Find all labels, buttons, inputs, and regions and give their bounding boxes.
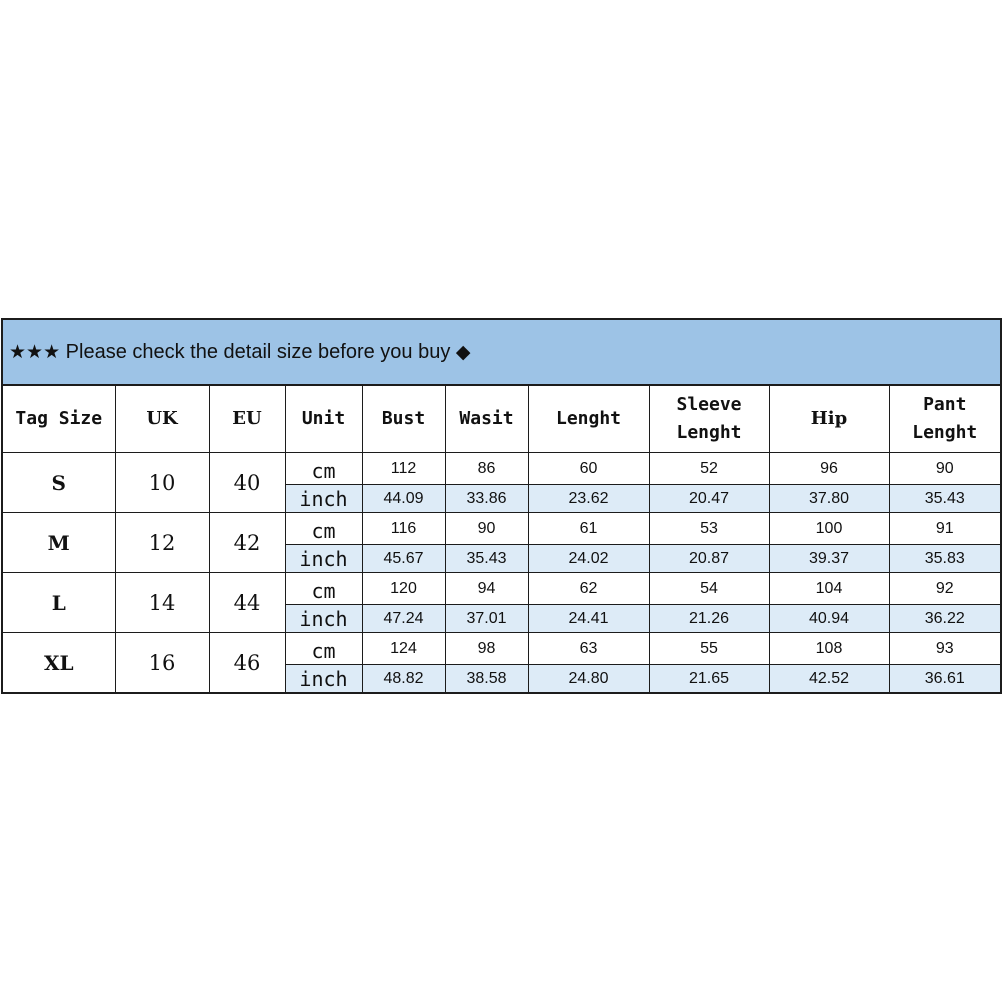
- hip-cm-cell: 104: [769, 573, 889, 605]
- pant-length-inch-cell: 35.83: [889, 545, 1001, 573]
- waist-cm-cell: 86: [445, 453, 528, 485]
- waist-cm-cell: 98: [445, 633, 528, 665]
- bust-cm-cell: 120: [362, 573, 445, 605]
- unit-cm-cell: cm: [285, 513, 362, 545]
- pant-length-cm-cell: 92: [889, 573, 1001, 605]
- waist-cm-cell: 90: [445, 513, 528, 545]
- sleeve-length-cm-cell: 53: [649, 513, 769, 545]
- waist-inch-cell: 33.86: [445, 485, 528, 513]
- length-inch-cell: 23.62: [528, 485, 649, 513]
- tag-size-cell: XL: [2, 633, 115, 694]
- header-pant-line1: Pant: [923, 394, 967, 415]
- waist-cm-cell: 94: [445, 573, 528, 605]
- header-uk: UK: [115, 385, 209, 453]
- header-sleeve-line2: Lenght: [676, 422, 742, 443]
- header-eu: EU: [209, 385, 285, 453]
- bust-inch-cell: 47.24: [362, 605, 445, 633]
- pant-length-cm-cell: 90: [889, 453, 1001, 485]
- sleeve-length-inch-cell: 20.87: [649, 545, 769, 573]
- length-inch-cell: 24.02: [528, 545, 649, 573]
- length-inch-cell: 24.41: [528, 605, 649, 633]
- bust-inch-cell: 44.09: [362, 485, 445, 513]
- header-sleeve-line1: Sleeve: [676, 394, 742, 415]
- sleeve-length-cm-cell: 55: [649, 633, 769, 665]
- pant-length-inch-cell: 36.61: [889, 665, 1001, 694]
- uk-size-cell: 12: [115, 513, 209, 573]
- bust-cm-cell: 112: [362, 453, 445, 485]
- bust-cm-cell: 116: [362, 513, 445, 545]
- bust-cm-cell: 124: [362, 633, 445, 665]
- sleeve-length-cm-cell: 54: [649, 573, 769, 605]
- banner-row: [2, 319, 1001, 385]
- size-row-cm: [2, 513, 1001, 545]
- pant-length-inch-cell: 35.43: [889, 485, 1001, 513]
- hip-inch-cell: 39.37: [769, 545, 889, 573]
- pant-length-inch-cell: 36.22: [889, 605, 1001, 633]
- size-chart-table: [1, 318, 1002, 694]
- sleeve-length-inch-cell: 21.65: [649, 665, 769, 694]
- eu-size-cell: 40: [209, 453, 285, 513]
- eu-size-cell: 46: [209, 633, 285, 694]
- eu-size-cell: 44: [209, 573, 285, 633]
- length-cm-cell: 63: [528, 633, 649, 665]
- length-cm-cell: 60: [528, 453, 649, 485]
- hip-inch-cell: 40.94: [769, 605, 889, 633]
- unit-cm-cell: cm: [285, 573, 362, 605]
- tag-size-cell: S: [2, 453, 115, 513]
- unit-inch-cell: inch: [285, 485, 362, 513]
- tag-size-cell: L: [2, 573, 115, 633]
- bust-inch-cell: 48.82: [362, 665, 445, 694]
- hip-inch-cell: 37.80: [769, 485, 889, 513]
- header-length: Lenght: [528, 385, 649, 453]
- header-row: [2, 385, 1001, 453]
- notice-text: Please check the detail size before you buy: [65, 340, 451, 363]
- header-unit: Unit: [285, 385, 362, 453]
- diamond-icon: ◆: [455, 340, 471, 363]
- bust-inch-cell: 45.67: [362, 545, 445, 573]
- unit-inch-cell: inch: [285, 545, 362, 573]
- waist-inch-cell: 38.58: [445, 665, 528, 694]
- sleeve-length-inch-cell: 20.47: [649, 485, 769, 513]
- unit-inch-cell: inch: [285, 665, 362, 694]
- pant-length-cm-cell: 93: [889, 633, 1001, 665]
- tag-size-cell: M: [2, 513, 115, 573]
- waist-inch-cell: 35.43: [445, 545, 528, 573]
- length-inch-cell: 24.80: [528, 665, 649, 694]
- unit-cm-cell: cm: [285, 453, 362, 485]
- eu-size-cell: 42: [209, 513, 285, 573]
- size-row-cm: [2, 633, 1001, 665]
- hip-cm-cell: 100: [769, 513, 889, 545]
- uk-size-cell: 14: [115, 573, 209, 633]
- uk-size-cell: 10: [115, 453, 209, 513]
- unit-cm-cell: cm: [285, 633, 362, 665]
- stars-icon: ★★★: [9, 340, 61, 363]
- header-pant-line2: Lenght: [912, 422, 978, 443]
- header-waist: Wasit: [445, 385, 528, 453]
- size-notice-banner: [2, 319, 1001, 385]
- hip-inch-cell: 42.52: [769, 665, 889, 694]
- pant-length-cm-cell: 91: [889, 513, 1001, 545]
- header-bust: Bust: [362, 385, 445, 453]
- sleeve-length-cm-cell: 52: [649, 453, 769, 485]
- header-pant-length: [889, 385, 1001, 453]
- unit-inch-cell: inch: [285, 605, 362, 633]
- sleeve-length-inch-cell: 21.26: [649, 605, 769, 633]
- hip-cm-cell: 108: [769, 633, 889, 665]
- uk-size-cell: 16: [115, 633, 209, 694]
- header-sleeve-length: [649, 385, 769, 453]
- waist-inch-cell: 37.01: [445, 605, 528, 633]
- header-tag-size: Tag Size: [2, 385, 115, 453]
- header-hip: Hip: [769, 385, 889, 453]
- size-row-cm: [2, 573, 1001, 605]
- length-cm-cell: 62: [528, 573, 649, 605]
- size-row-cm: [2, 453, 1001, 485]
- length-cm-cell: 61: [528, 513, 649, 545]
- hip-cm-cell: 96: [769, 453, 889, 485]
